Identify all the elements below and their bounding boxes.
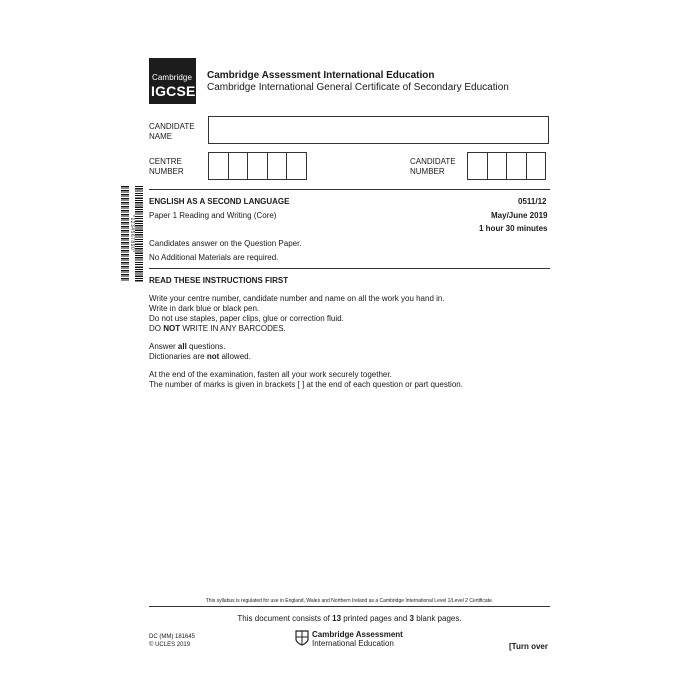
instructions-heading: READ THESE INSTRUCTIONS FIRST — [149, 276, 289, 285]
instruction-line: Write in dark blue or black pen. — [149, 304, 260, 313]
document-code — [149, 633, 195, 649]
footer-divider — [149, 606, 550, 607]
centre-digit-box[interactable] — [247, 152, 268, 180]
centre-digit-box[interactable] — [286, 152, 307, 180]
candidate-number-label: CANDIDATE NUMBER — [410, 157, 456, 176]
turn-over: [Turn over — [509, 642, 548, 651]
centre-number-label: CENTRE NUMBER — [149, 157, 184, 176]
divider — [149, 189, 550, 190]
materials-note: No Additional Materials are required. — [149, 253, 279, 262]
brand-line-2: International Education — [312, 639, 394, 648]
paper-code: 0511/12 — [518, 197, 547, 206]
barcode-bars — [135, 186, 143, 282]
header-org: Cambridge Assessment International Education — [207, 70, 435, 81]
divider — [149, 268, 550, 269]
candidate-digit-box[interactable] — [467, 152, 488, 180]
header-qualification: Cambridge International General Certificate of Secondary Education — [207, 82, 509, 93]
logo-line-2: IGCSE — [151, 83, 196, 99]
candidate-name-field[interactable] — [208, 116, 549, 144]
subject-title: ENGLISH AS A SECOND LANGUAGE — [149, 197, 290, 206]
paper-title: Paper 1 Reading and Writing (Core) — [149, 211, 277, 220]
logo-line-1: Cambridge — [152, 73, 193, 82]
instructions-block-1 — [149, 294, 549, 334]
instruction-line: The number of marks is given in brackets [ ] at the end of each question or part question. — [149, 380, 463, 389]
regulation-note: This syllabus is regulated for use in England, Wales and Northern Ireland as a Cambridge International Level 1/Level 2 Certificate. — [205, 598, 494, 604]
barcode-bars — [121, 186, 129, 282]
cambridge-crest-icon — [295, 630, 309, 646]
instructions-block-3 — [149, 370, 549, 390]
candidate-digit-box[interactable] — [506, 152, 527, 180]
copyright: © UCLES 2019 — [149, 642, 191, 648]
candidate-number-field[interactable] — [467, 152, 545, 180]
exam-duration: 1 hour 30 minutes — [479, 224, 548, 233]
candidate-digit-box[interactable] — [526, 152, 547, 180]
barcode-text: *1234567890* — [129, 215, 135, 253]
instruction-line: Answer all questions. — [149, 342, 226, 351]
centre-digit-box[interactable] — [208, 152, 229, 180]
cambridge-igcse-logo — [149, 58, 196, 104]
instructions-block-2 — [149, 342, 549, 362]
page-count-note: This document consists of 13 printed pages and 3 blank pages. — [237, 614, 462, 623]
barcode — [121, 186, 143, 282]
dc-code: DC (MM) 181645 — [149, 634, 196, 640]
answer-note: Candidates answer on the Question Paper. — [149, 239, 302, 248]
brand-line-1: Cambridge Assessment — [312, 630, 403, 639]
exam-session: May/June 2019 — [491, 211, 548, 220]
centre-number-field[interactable] — [208, 152, 306, 180]
instruction-line: Write your centre number, candidate number and name on all the work you hand in. — [149, 294, 445, 303]
instruction-line: At the end of the examination, fasten all your work securely together. — [149, 370, 392, 379]
cambridge-brand — [312, 630, 403, 648]
candidate-name-label: CANDIDATE NAME — [149, 122, 195, 141]
centre-digit-box[interactable] — [267, 152, 288, 180]
centre-digit-box[interactable] — [228, 152, 249, 180]
instruction-line: Do not use staples, paper clips, glue or correction fluid. — [149, 314, 344, 323]
instruction-line: Dictionaries are not allowed. — [149, 352, 251, 361]
instruction-line: DO NOT WRITE IN ANY BARCODES. — [149, 324, 286, 333]
candidate-digit-box[interactable] — [487, 152, 508, 180]
